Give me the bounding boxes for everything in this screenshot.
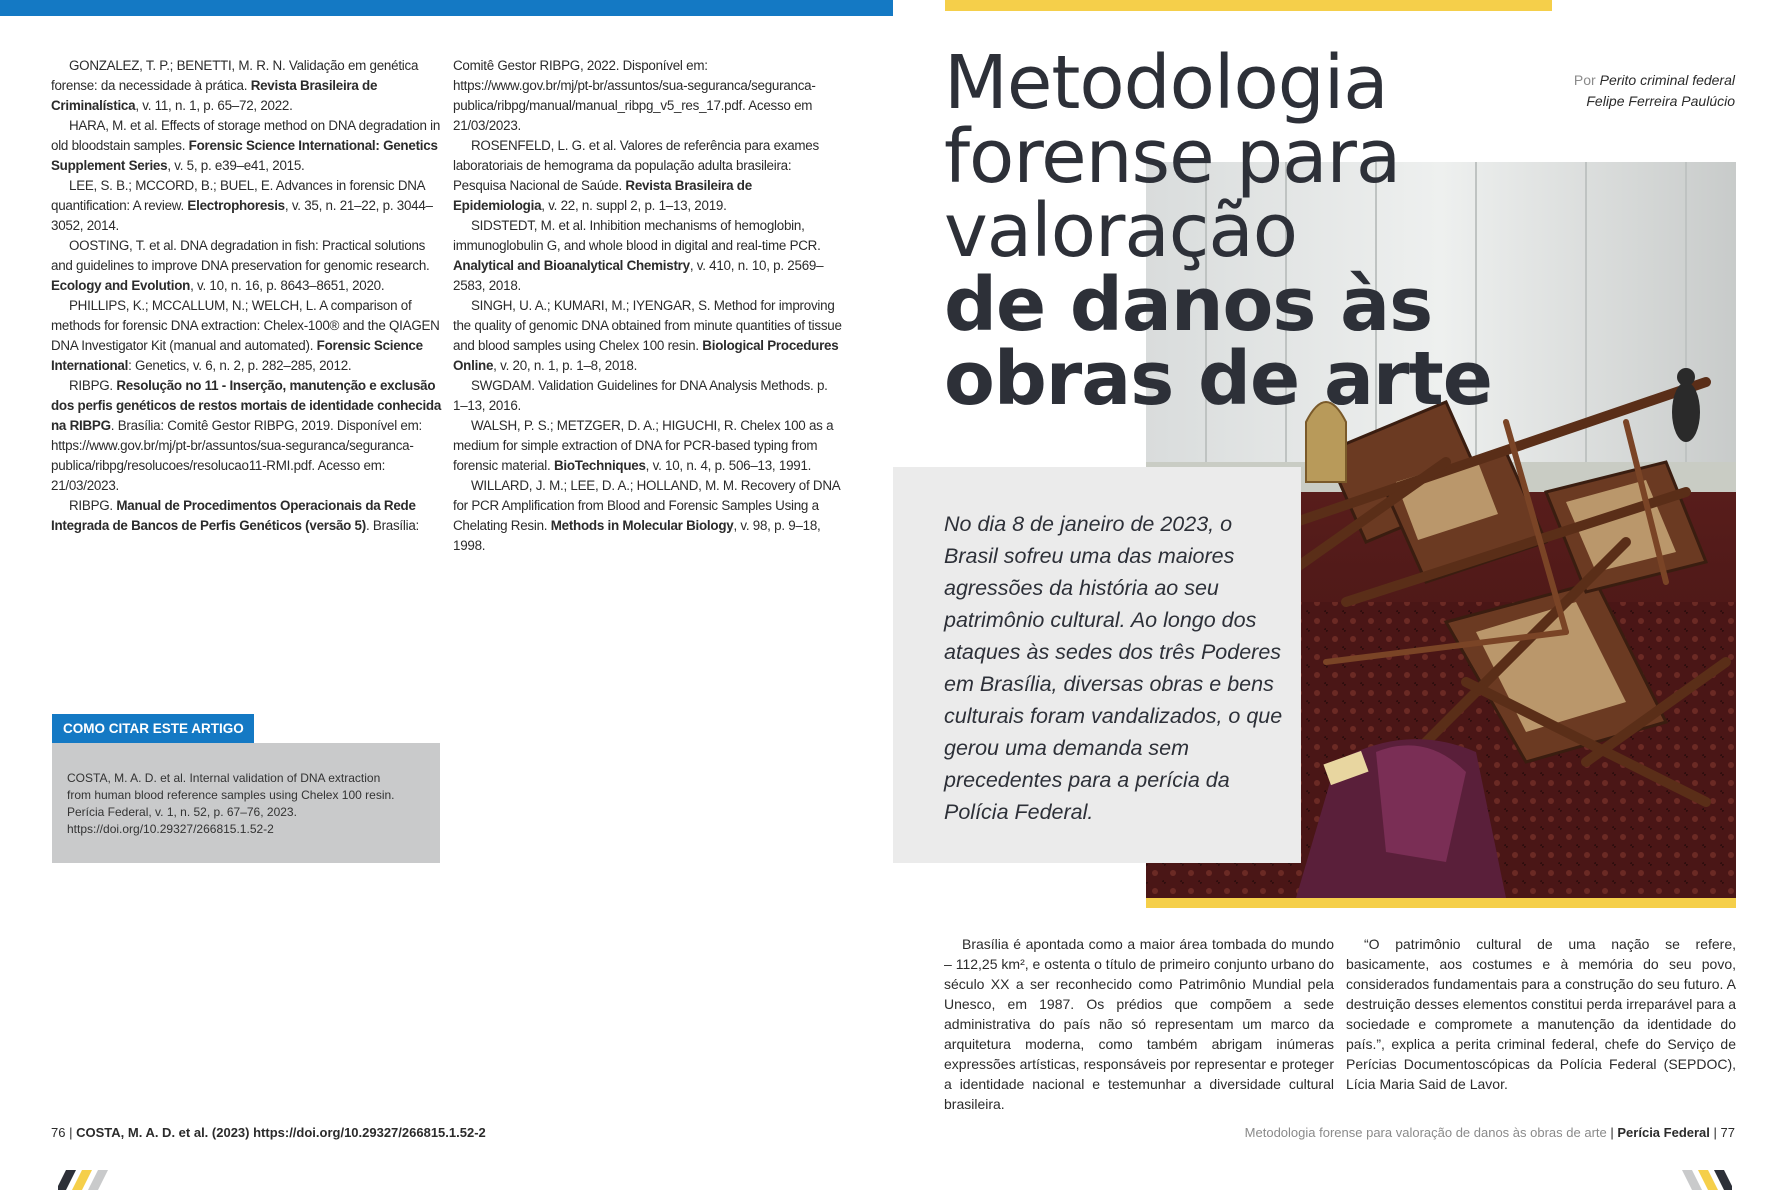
reference-source: Ecology and Evolution — [51, 278, 191, 293]
reference-text: ROSENFELD, L. G. et al. Valores de referência para exames laboratoriais de hemograma da população adulta brasileira: Pesquisa Nacional de Saúde. — [453, 138, 819, 193]
body-paragraph: Brasília é apontada como a maior área tombada do mundo – 112,25 km², e ostenta o título de primeiro conjunto urbano do século XX a ser reconhecido como Patrimônio Mundial pela Unesco, em 1987. Os prédios que compõem a sede administrativa do país não só representam um marco da arquitetura moderna, como também abrigam inúmeras expressões artísticas, responsáveis por representar e proteger a identidade nacional e testemunhar a diversidade cultural brasileira. — [944, 936, 1334, 1112]
reference-details: , v. 410, n. 10, p. 2569–2583, 2018. — [453, 258, 824, 293]
byline-por: Por — [1573, 72, 1596, 88]
reference-source: Manual de Procedimentos Operacionais da Rede Integrada de Bancos de Perfis Genéticos (versão 5) — [51, 498, 416, 533]
footer-left — [51, 1125, 486, 1140]
title-line: Metodologia — [944, 40, 1388, 126]
reference-entry — [453, 476, 845, 556]
body-column-2 — [1346, 934, 1736, 1094]
reference-entry — [51, 116, 443, 176]
reference-source: Forensic Science International: Genetics Supplement Series — [51, 138, 438, 173]
footer-separator: | — [1610, 1125, 1614, 1140]
corner-stripes-right-icon — [1678, 1170, 1732, 1190]
reference-text: Comitê Gestor RIBPG, 2022. Disponível em: https://www.gov.br/mj/pt-br/assuntos/sua-seguranca/seguranca-publica/ribpg/manual/manual_ribpg_v5_res_17.pdf. Acesso em 21/03/2023. — [453, 58, 816, 133]
body-paragraph: “O patrimônio cultural de uma nação se refere, basicamente, aos costumes e à memória do seu povo, considerados fundamentais para a construção do seu futuro. A destruição desses elementos constitui perda irreparável para a sociedade e compromete a manutenção da identidade do país.”, explica a perita criminal federal, chefe do Serviço de Perícias Documentoscópicas da Polícia Federal (SEPDOC), Lícia Maria Said de Lavor. — [1346, 936, 1736, 1092]
reference-text: GONZALEZ, T. P.; BENETTI, M. R. N. Validação em genética forense: da necessidade à prática. — [51, 58, 419, 93]
reference-text: RIBPG. — [69, 498, 117, 513]
reference-text: WALSH, P. S.; METZGER, D. A.; HIGUCHI, R. Chelex 100 as a medium for simple extraction of DNA for PCR-based typing from forensic material. — [453, 418, 834, 473]
reference-entry — [453, 416, 845, 476]
reference-details: , v. 98, p. 9–18, 1998. — [453, 518, 821, 553]
title-line-bold: de danos às — [944, 262, 1433, 348]
reference-text: WILLARD, J. M.; LEE, D. A.; HOLLAND, M. M. Recovery of DNA for PCR Amplification from Blood and Forensic Samples Using a Chelating Resin. — [453, 478, 840, 533]
reference-entry — [51, 236, 443, 296]
reference-source: Biological Procedures Online — [453, 338, 839, 373]
reference-entry — [51, 296, 443, 376]
reference-entry — [453, 376, 845, 416]
reference-source: Electrophoresis — [187, 198, 285, 213]
reference-source: Revista Brasileira de Criminalística — [51, 78, 378, 113]
reference-entry — [51, 376, 443, 496]
reference-text: SINGH, U. A.; KUMARI, M.; IYENGAR, S. Method for improving the quality of genomic DNA obtained from minute quantities of tissue and blood samples using Chelex 100 resin. — [453, 298, 842, 353]
title-line: forense para — [944, 114, 1401, 200]
reference-text: LEE, S. B.; MCCORD, B.; BUEL, E. Advances in forensic DNA quantification: A review. — [51, 178, 425, 213]
reference-details: . Brasília: — [365, 518, 420, 533]
footer-citation: COSTA, M. A. D. et al. (2023) https://doi.org/10.29327/266815.1.52-2 — [76, 1125, 486, 1140]
top-yellow-bar — [945, 0, 1552, 11]
reference-details: , v. 35, n. 21–22, p. 3044–3052, 2014. — [51, 198, 433, 233]
reference-text: SIDSTEDT, M. et al. Inhibition mechanisms of hemoglobin, immunoglobulin G, and whole blood in digital and real-time PCR. — [453, 218, 821, 253]
reference-details: : Genetics, v. 6, n. 2, p. 282–285, 2012. — [128, 358, 352, 373]
title-line: valoração — [944, 188, 1298, 274]
reference-details: . Brasília: Comitê Gestor RIBPG, 2019. Disponível em: https://www.gov.br/mj/pt-br/assuntos/sua-seguranca/seguranca-publica/ribpg/resolucoes/resolucao11-RMI.pdf. Acesso em: 21/03/2023. — [51, 418, 422, 493]
reference-source: Revista Brasileira de Epidemiologia — [453, 178, 752, 213]
reference-details: , v. 5, p. e39–e41, 2015. — [167, 158, 305, 173]
reference-source: Resolução no 11 - Inserção, manutenção e exclusão dos perfis genéticos de restos mortais de identidade conhecida na RIBPG — [51, 378, 442, 433]
page-number-left: 76 — [51, 1125, 66, 1140]
reference-entry — [453, 216, 845, 296]
title-line-bold: obras de arte — [944, 336, 1492, 422]
article-title — [944, 40, 1504, 422]
footer-article-title: Metodologia forense para valoração de danos às obras de arte — [1244, 1125, 1607, 1140]
footer-separator: | — [69, 1125, 73, 1140]
body-column-1 — [944, 934, 1334, 1114]
reference-details: , v. 20, n. 1, p. 1–8, 2018. — [493, 358, 638, 373]
photo-underline-bar — [1146, 898, 1736, 908]
reference-text: OOSTING, T. et al. DNA degradation in fish: Practical solutions and guidelines to improve DNA preservation for genomic research. — [51, 238, 430, 273]
byline-role: Perito criminal federal — [1599, 72, 1735, 88]
reference-text: PHILLIPS, K.; MCCALLUM, N.; WELCH, L. A comparison of methods for forensic DNA extraction: Chelex-100® and the QIAGEN DNA Investigator Kit (manual and automated). — [51, 298, 440, 353]
references-column-1 — [51, 56, 443, 536]
cite-header: COMO CITAR ESTE ARTIGO — [52, 714, 254, 743]
reference-details: , v. 22, n. suppl 2, p. 1–13, 2019. — [541, 198, 727, 213]
page-number-right: 77 — [1720, 1125, 1735, 1140]
reference-details: , v. 10, n. 4, p. 506–13, 1991. — [645, 458, 812, 473]
reference-details: , v. 11, n. 1, p. 65–72, 2022. — [135, 98, 293, 113]
reference-entry — [453, 296, 845, 376]
corner-stripes-left-icon — [58, 1170, 112, 1190]
reference-entry — [453, 136, 845, 216]
byline — [1574, 70, 1735, 112]
footer-journal: Perícia Federal — [1617, 1125, 1710, 1140]
reference-entry — [51, 56, 443, 116]
reference-text: RIBPG. — [69, 378, 117, 393]
reference-details: , v. 10, n. 16, p. 8643–8651, 2020. — [190, 278, 385, 293]
reference-source: BioTechniques — [553, 458, 646, 473]
cite-text: COSTA, M. A. D. et al. Internal validation of DNA extraction from human blood reference samples using Chelex 100 resin. Perícia Federal, v. 1, n. 52, p. 67–76, 2023. https://doi.org/10.29327/266815.1.52-2 — [67, 771, 395, 836]
reference-text: HARA, M. et al. Effects of storage method on DNA degradation in old bloodstain samples. — [51, 118, 441, 153]
reference-entry — [51, 176, 443, 236]
references-column-2 — [453, 56, 845, 556]
reference-source: Methods in Molecular Biology — [550, 518, 734, 533]
footer-separator: | — [1713, 1125, 1717, 1140]
reference-text: SWGDAM. Validation Guidelines for DNA Analysis Methods. p. 1–13, 2016. — [453, 378, 828, 413]
top-blue-bar — [0, 0, 893, 16]
lead-paragraph: No dia 8 de janeiro de 2023, o Brasil sofreu uma das maiores agressões da história ao seu patrimônio cultural. Ao longo dos ataques às sedes dos três Poderes em Brasília, diversas obras e bens culturais foram vandalizados, o que gerou uma demanda sem precedentes para a perícia da Polícia Federal. — [944, 512, 1283, 824]
footer-right — [1245, 1125, 1735, 1140]
reference-entry — [453, 56, 845, 136]
reference-entry — [51, 496, 443, 536]
byline-author: Felipe Ferreira Paulúcio — [1586, 93, 1735, 109]
reference-source: Forensic Science International — [51, 338, 423, 373]
reference-source: Analytical and Bioanalytical Chemistry — [453, 258, 690, 273]
